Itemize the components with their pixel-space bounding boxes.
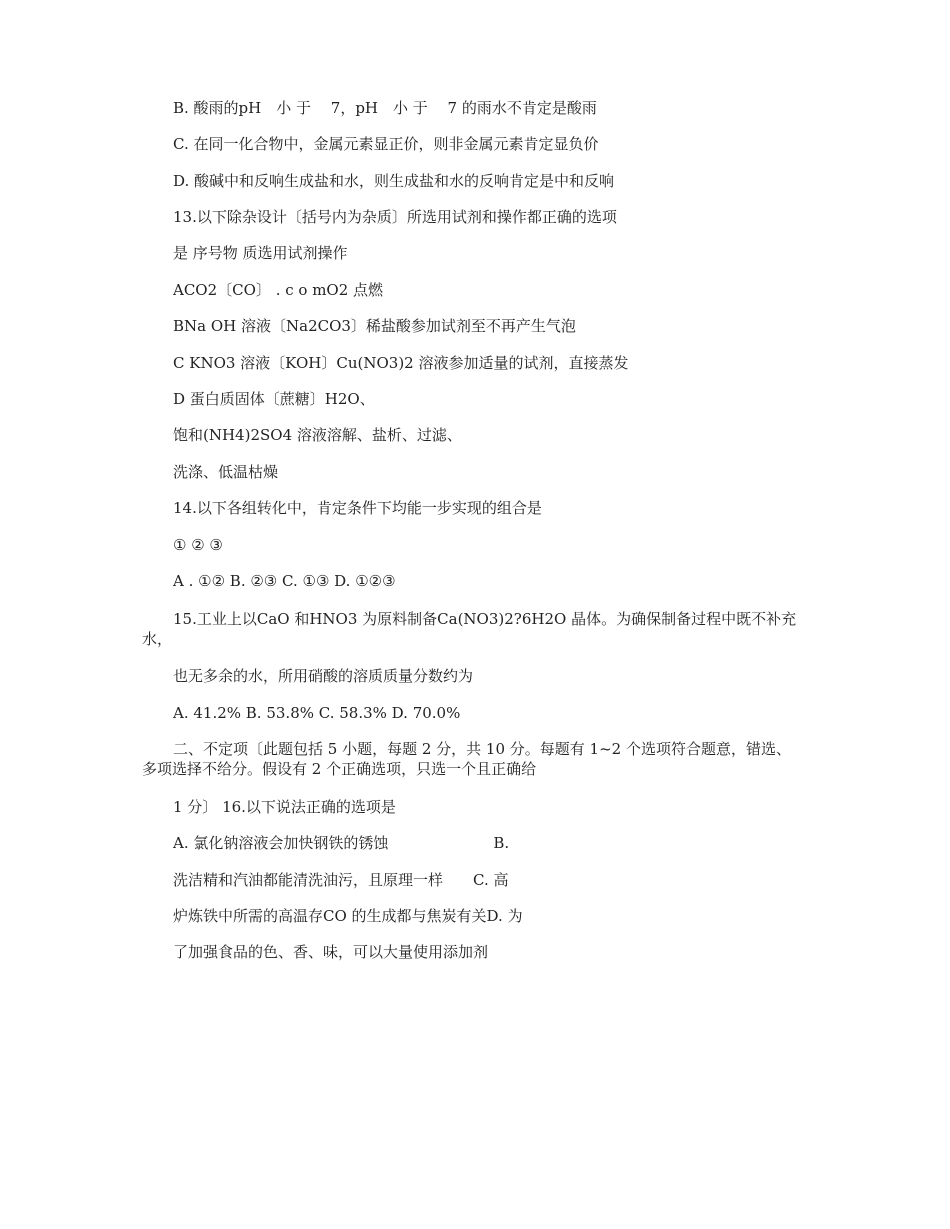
answer-options: A . ①② B. ②③ C. ①③ D. ①②③ [173,572,396,590]
text-line: 也无多余的水，所用硝酸的溶质质量分数约为 [173,667,474,685]
table-row: D 蛋白质固体〔蔗糖〕H2O、 [173,390,375,408]
question-16: 1 分〕 16.以下说法正确的选项是 [173,798,396,816]
question-15: 15.工业上以CaO 和HNO3 为原料制备Ca(NO3)2?6H2O 晶体。为确保制备过程中既不补充水， [142,610,797,648]
section-header: 二、不定项〔此题包括 5 小题，每题 2 分，共 10 分。每题有 1~2 个选项符合题意，错选、多项选择不给分。假设有 2 个正确选项，只选一个且正确给 [142,740,791,778]
text-line: 洗涤、低温枯燥 [173,463,279,481]
text-line: 了加强食品的色、香、味，可以大量使用添加剂 [173,943,489,961]
text-line: A. 氯化钠溶液会加快钢铁的锈蚀 B. [173,834,510,852]
text-line: 炉炼铁中所需的高温存CO 的生成都与焦炭有关D. 为 [173,907,523,925]
text-line: 是 序号物 质选用试剂操作 [173,244,348,262]
text-line: 饱和(NH4)2SO4 溶液溶解、盐析、过滤、 [173,426,462,444]
text-line: D. 酸碱中和反响生成盐和水，则生成盐和水的反响肯定是中和反响 [173,172,615,190]
text-line: ① ② ③ [173,536,223,554]
table-row: C KNO3 溶液〔KOH〕Cu(NO3)2 溶液参加适量的试剂，直接蒸发 [173,354,629,372]
text-line: B. 酸雨的pH 小 于 7，pH 小 于 7 的雨水不肯定是酸雨 [173,99,597,117]
answer-options: A. 41.2% B. 53.8% C. 58.3% D. 70.0% [173,704,461,722]
text-line: 洗洁精和汽油都能清洗油污，且原理一样 C. 高 [173,871,509,889]
question-13: 13.以下除杂设计〔括号内为杂质〕所选用试剂和操作都正确的选项 [173,208,617,226]
table-row: BNa OH 溶液〔Na2CO3〕稀盐酸参加试剂至不再产生气泡 [173,317,576,335]
question-14: 14.以下各组转化中，肯定条件下均能一步实现的组合是 [173,499,542,517]
text-line: C. 在同一化合物中，金属元素显正价，则非金属元素肯定显负价 [173,135,599,153]
table-row: ACO2〔CO〕 . c o mO2 点燃 [173,281,384,299]
